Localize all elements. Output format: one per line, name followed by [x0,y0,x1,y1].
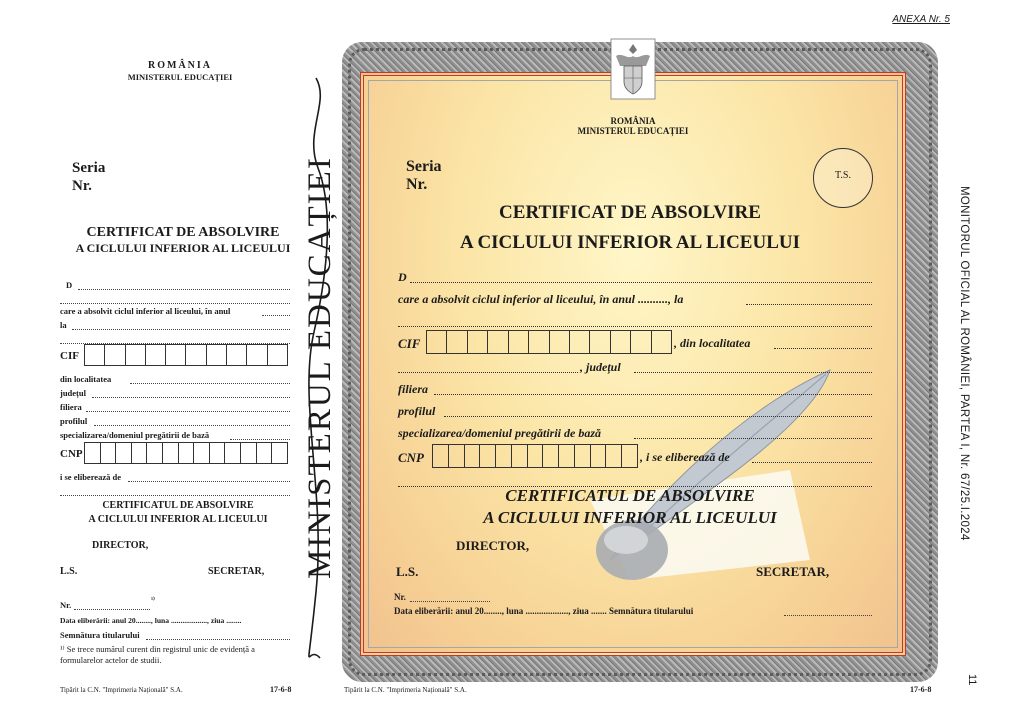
stub-footnote: ¹⁾ Se trece numărul curent din registrul unic de evidență a formularelor actelor de studii. [60,644,255,665]
cert-code: 17-6-8 [910,685,932,694]
decorative-swirl [296,72,336,662]
stub-cert-line2: A CICLULUI INFERIOR AL LICEULUI [88,514,268,525]
cert-la-field[interactable] [746,292,872,305]
cert-seria: Seria [406,158,442,175]
stub-filiera-field[interactable] [86,402,290,412]
cert-nr-field[interactable] [410,592,490,602]
stub-nr-mark: ¹⁾ [151,596,155,604]
cert-filiera-field[interactable] [434,382,872,395]
cert-ministry: MINISTERUL EDUCAȚIEI [577,126,689,136]
stub-cert-line1: CERTIFICATUL DE ABSOLVIRE [102,500,254,511]
stub-cnp-label: CNP [60,448,83,460]
cert-d-field[interactable] [410,270,872,283]
stub-code: 17-6-8 [270,685,292,694]
stub-cnp-boxes[interactable] [84,442,288,464]
stub-absolvit: care a absolvit ciclul inferior al liceului, în anul [60,306,231,316]
stub-cif-boxes[interactable] [84,344,288,366]
ts-stamp-circle [813,148,873,208]
cert-cnp-label: CNP [398,450,424,465]
cert-absolvit: care a absolvit ciclul inferior al liceului, în anul .........., la [398,292,684,306]
stub-director: DIRECTOR, [92,540,149,551]
cert-profilul: profilul [398,404,436,418]
cert-country: ROMÂNIA [610,116,656,126]
cert-localitatea: , din localitatea [674,336,751,350]
stub-data-eliberarii: Data eliberării: anul 20........, luna ..................., ziua ........ [60,616,242,625]
stub-elibereaza-field-2[interactable] [60,486,290,496]
stub-specializarea-field[interactable] [230,430,290,440]
stub-la-label: la [60,320,67,330]
cert-elibereaza: , i se eliberează de [640,450,730,464]
cert-judetul: , județul [580,360,621,374]
cert-localitatea-field[interactable] [774,336,872,349]
stub-d-label: D [66,280,73,290]
stub-title-line2: A CICLULUI INFERIOR AL LICEULUI [75,241,291,255]
coat-of-arms-icon [610,38,656,100]
cert-la-field-2[interactable] [398,314,872,327]
cert-director: DIRECTOR, [456,538,530,553]
cert-title-line2: A CICLULUI INFERIOR AL LICEULUI [460,232,800,253]
vertical-ministry-label: MINISTERUL EDUCAȚIEI [302,156,338,580]
cert-specializarea-field[interactable] [634,426,872,439]
stub-d-field[interactable] [78,280,290,290]
stub-localitatea-field[interactable] [130,374,290,384]
cert-signature-field[interactable] [784,606,872,616]
stub-filiera: filiera [60,402,82,412]
stub-la-field-2[interactable] [60,334,290,344]
stub-judetul-field[interactable] [92,388,290,398]
stub-la-field[interactable] [72,320,290,330]
stub-specializarea: specializarea/domeniul pregătirii de bază [60,430,210,440]
cert-issued-line1: CERTIFICATUL DE ABSOLVIRE [505,486,755,505]
stub-localitatea: din localitatea [60,374,112,384]
cert-nr: Nr. [406,176,428,193]
stub-semnatura: Semnătura titularului [60,630,140,640]
stub-cif-label: CIF [60,350,79,362]
cert-printer: Tipărit la C.N. "Imprimeria Națională" S.A. [344,686,467,694]
cert-specializarea: specializarea/domeniul pregătirii de bază [398,426,601,440]
stub-judetul: județul [60,388,86,398]
cert-localitatea-field-2[interactable] [398,360,578,373]
ts-label: T.S. [835,170,851,181]
stub-ls: L.S. [60,566,78,577]
stub-seria: Seria [72,160,106,176]
cert-issued-line2: A CICLULUI INFERIOR AL LICEULUI [483,508,777,527]
stub-ministry: MINISTERUL EDUCAȚIEI [127,72,233,82]
annex-label: ANEXA Nr. 5 [892,14,950,25]
cert-secretar: SECRETAR, [756,564,830,579]
stub-printer: Tipărit la C.N. "Imprimeria Națională" S.A. [60,686,183,694]
cert-cnp-boxes[interactable] [432,444,638,468]
stub-nr: Nr. [72,178,92,194]
official-gazette-banner [958,186,980,541]
cert-profilul-field[interactable] [444,404,872,417]
cert-d-label: D [398,270,407,284]
stub-elibereaza: i se eliberează de [60,472,121,482]
cert-cif-boxes[interactable] [426,330,672,354]
cert-elibereaza-field[interactable] [752,450,872,463]
stub-profilul-field[interactable] [94,416,290,426]
stub-elibereaza-field[interactable] [128,472,290,482]
stub-nr-field[interactable] [74,600,150,610]
cert-judetul-field[interactable] [634,360,872,373]
gazette-text: MONITORUL OFICIAL AL ROMÂNIEI, PARTEA I, Nr. 67/25.I.2024 [958,186,970,541]
cert-cif-label: CIF [398,336,421,351]
page-number: 11 [966,674,978,686]
cert-data-eliberarii: Data eliberării: anul 20........, luna ..................., ziua ....... Semnătura titularului [394,606,694,616]
stub-country: ROMÂNIA [148,60,212,71]
stub-nr-line: Nr. [60,600,72,610]
cert-ls: L.S. [396,564,419,579]
stub-title-line1: CERTIFICAT DE ABSOLVIRE [86,225,280,240]
stub-profilul: profilul [60,416,88,426]
cert-nr-line: Nr. [394,592,406,602]
stub-d-field-2[interactable] [60,294,290,304]
stub-year-field[interactable] [262,306,290,316]
stub-secretar: SECRETAR, [208,566,265,577]
cert-filiera: filiera [398,382,428,396]
stub-semnatura-field[interactable] [146,630,290,640]
cert-title-line1: CERTIFICAT DE ABSOLVIRE [499,202,761,223]
